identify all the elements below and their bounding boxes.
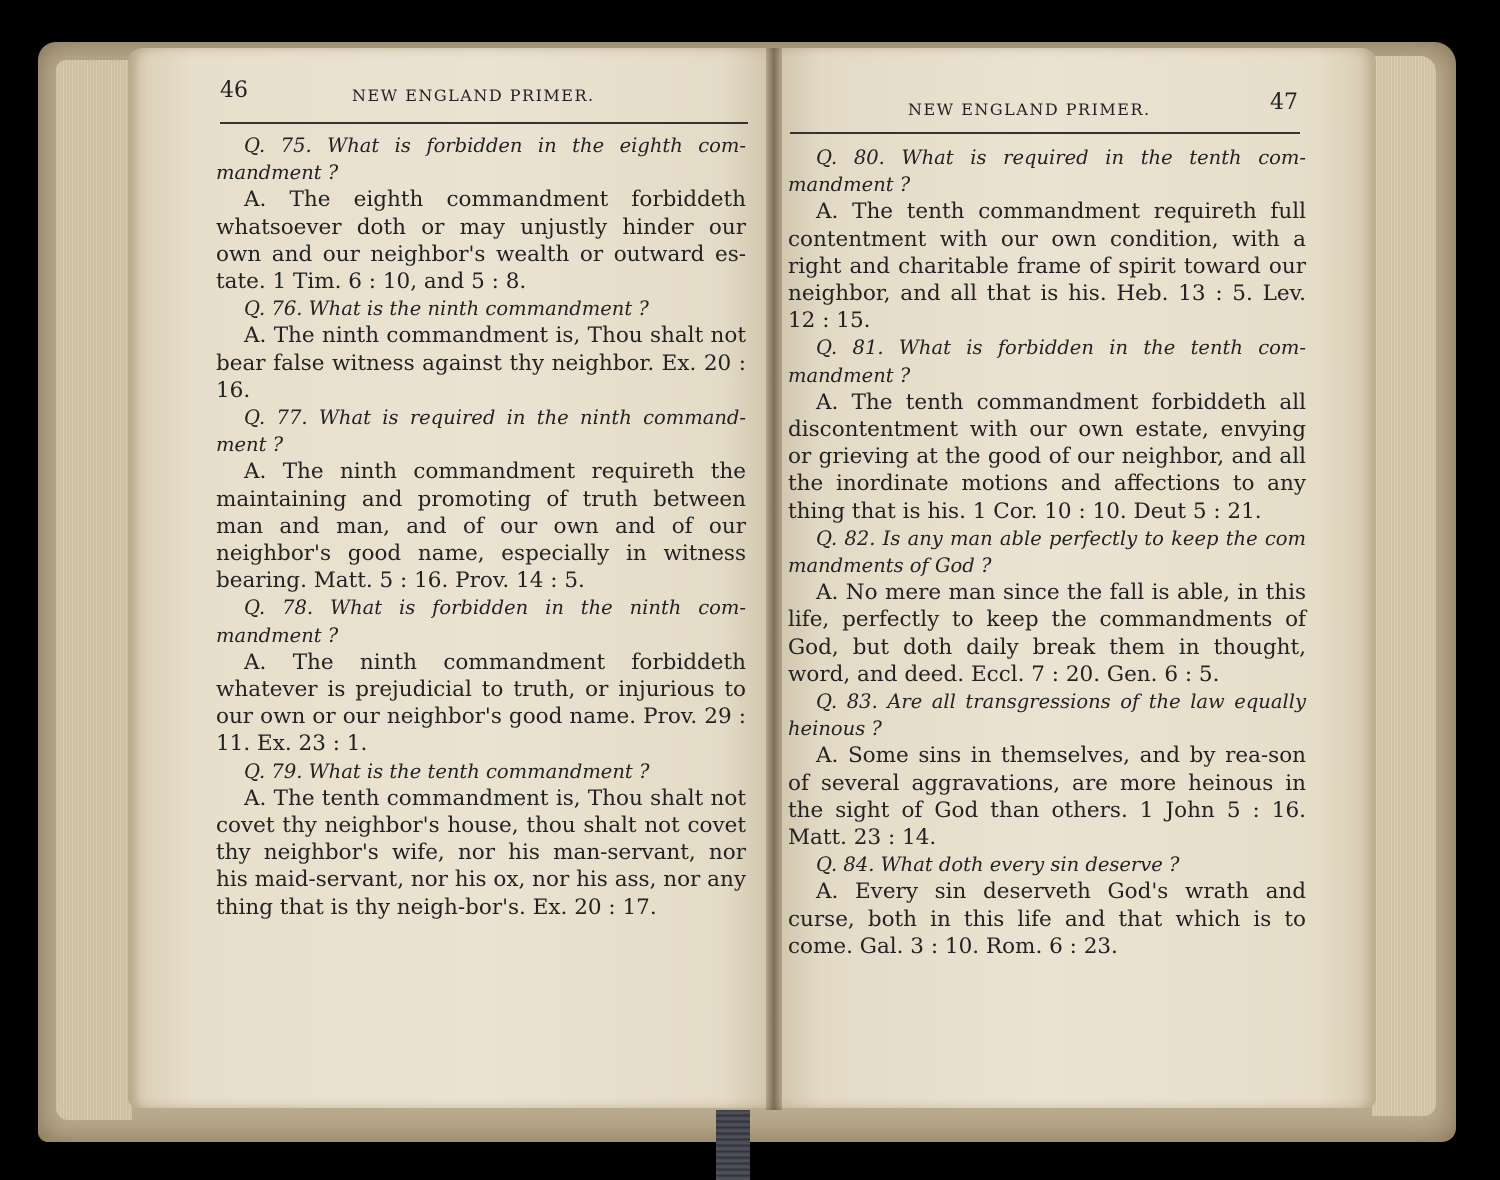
question: Q. 83. Are all transgressions of the law equally heinous ? <box>788 690 1306 741</box>
left-page-header <box>128 48 774 128</box>
question: Q. 80. What is required in the tenth com-mandment ? <box>788 146 1306 197</box>
running-head: NEW ENGLAND PRIMER. <box>908 100 1151 119</box>
question: Q. 82. Is any man able perfectly to keep the com mandments of God ? <box>788 526 1306 578</box>
answer: A. The tenth commandment is, Thou shalt not covet thy neighbor's house, thou shalt not covet thy neighbor's wife, nor his man-servant, nor his maid-servant, nor his ox, nor his ass, nor any thing that is thy neigh-bor's. Ex. 20 : 17. <box>216 785 746 920</box>
book-gutter <box>766 48 782 1110</box>
question: Q. 76. What is the ninth commandment ? <box>244 297 649 321</box>
right-page-header <box>774 48 1376 128</box>
question: Q. 77. What is required in the ninth command-ment ? <box>216 406 746 457</box>
answer: A. The tenth commandment forbiddeth all discontentment with our own estate, envying or grieving at the good of our neighbor, and all the inordinate motions and affections to any thing that is his. 1 Cor. 10 : 10. Deut 5 : 21. <box>788 389 1306 524</box>
left-page-text <box>216 132 746 921</box>
left-page <box>128 48 774 1108</box>
question: Q. 84. What doth every sin deserve ? <box>816 853 1180 877</box>
answer: A. The ninth commandment requireth the maintaining and promoting of truth between man and man, and of our own and of our neighbor's good name, especially in witness bearing. Matt. 5 : 16. Prov. 14 : 5. <box>216 459 746 594</box>
page-number: 47 <box>1270 90 1298 115</box>
left-page-edges <box>56 60 132 1120</box>
answer: A. The tenth commandment requireth full contentment with our own condition, with a right and charitable frame of spirit toward our neighbor, and all that is his. Heb. 13 : 5. Lev. 12 : 15. <box>788 199 1306 334</box>
right-page-edges <box>1372 56 1436 1116</box>
answer: A. The ninth commandment forbiddeth whatever is prejudicial to truth, or injurious to our own or our neighbor's good name. Prov. 29 : 11. Ex. 23 : 1. <box>216 649 746 757</box>
bookmark-ribbon <box>716 1110 750 1180</box>
question: Q. 81. What is forbidden in the tenth com-mandment ? <box>788 336 1306 387</box>
answer: A. Every sin deserveth God's wrath and curse, both in this life and that which is to come. Gal. 3 : 10. Rom. 6 : 23. <box>788 879 1306 959</box>
running-head: NEW ENGLAND PRIMER. <box>352 86 595 105</box>
header-rule <box>220 122 748 124</box>
header-rule <box>790 132 1300 134</box>
question: Q. 78. What is forbidden in the ninth com-mandment ? <box>216 596 746 647</box>
answer: A. The eighth commandment forbiddeth whatsoever doth or may unjustly hinder our own and our neighbor's wealth or outward es-tate. 1 Tim. 6 : 10, and 5 : 8. <box>216 187 746 295</box>
right-page-text <box>788 144 1306 960</box>
right-page <box>774 48 1376 1108</box>
answer: A. The ninth commandment is, Thou shalt not bear false witness against thy neighbor. Ex. 20 : 16. <box>216 323 746 403</box>
question: Q. 75. What is forbidden in the eighth com-mandment ? <box>216 134 746 185</box>
answer: A. Some sins in themselves, and by rea-son of several aggravations, are more heinous in the sight of God than others. 1 John 5 : 16. Matt. 23 : 14. <box>788 743 1306 851</box>
answer: A. No mere man since the fall is able, in this life, perfectly to keep the commandments of God, but doth daily break them in thought, word, and deed. Eccl. 7 : 20. Gen. 6 : 5. <box>788 580 1306 687</box>
question: Q. 79. What is the tenth commandment ? <box>244 759 650 783</box>
page-number: 46 <box>220 78 248 103</box>
